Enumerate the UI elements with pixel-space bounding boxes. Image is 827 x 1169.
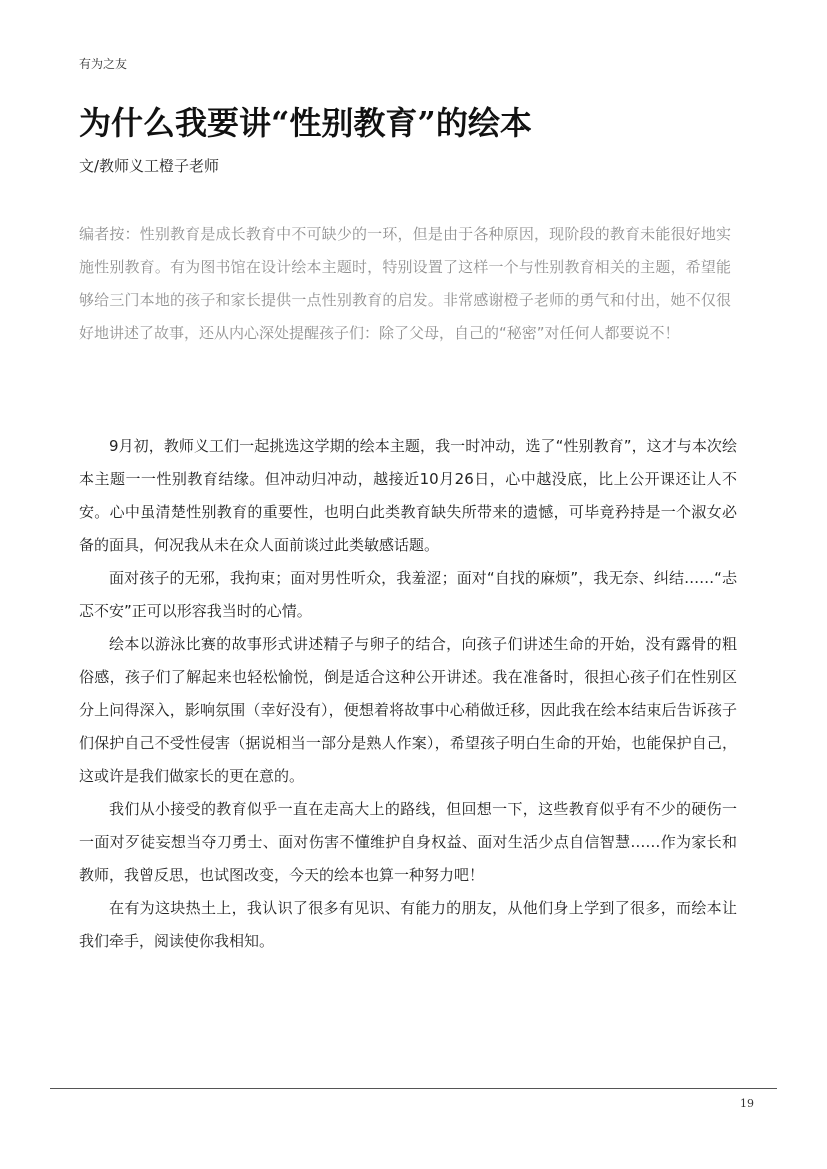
publication-header: 有为之友: [79, 57, 128, 71]
footer-divider: [50, 1088, 777, 1089]
article-title: 为什么我要讲“性别教育”的绘本: [79, 104, 532, 142]
page-number: 19: [740, 1097, 754, 1110]
body-paragraph: 9月初，教师义工们一起挑选这学期的绘本主题，我一时冲动，选了“性别教育”，这才与本次绘本主题一一性别教育结缘。但冲动归冲动，越接近10月26日，心中越没底，比上公开课还让人不安。心中虽清楚性别教育的重要性，也明白此类教育缺失所带来的遗憾，可毕竟矜持是一个淑女必备的面具，何况我从未在众人面前谈过此类敏感话题。: [79, 437, 737, 554]
body-paragraph: 我们从小接受的教育似乎一直在走高大上的路线，但回想一下，这些教育似乎有不少的硬伤一一面对歹徒妄想当夺刀勇士、面对伤害不懂维护自身权益、面对生活少点自信智慧……作为家长和教师，我曾反思，也试图改变，今天的绘本也算一种努力吧！: [79, 800, 737, 884]
article-body: [79, 430, 737, 958]
article-byline: 文/教师义工橙子老师: [79, 157, 220, 175]
body-paragraph: 在有为这块热土上，我认识了很多有见识、有能力的朋友，从他们身上学到了很多，而绘本让我们牵手，阅读使你我相知。: [79, 899, 737, 950]
body-paragraph: 绘本以游泳比赛的故事形式讲述精子与卵子的结合，向孩子们讲述生命的开始，没有露骨的粗俗感，孩子们了解起来也轻松愉悦，倒是适合这种公开讲述。我在准备时，很担心孩子们在性别区分上问得深入，影响氛围（幸好没有），便想着将故事中心稍做迁移，因此我在绘本结束后告诉孩子们保护自己不受性侵害（据说相当一部分是熟人作案），希望孩子明白生命的开始，也能保护自己，这或许是我们做家长的更在意的。: [79, 635, 737, 785]
editor-note: 编者按：性别教育是成长教育中不可缺少的一环，但是由于各种原因，现阶段的教育未能很好地实施性别教育。有为图书馆在设计绘本主题时，特别设置了这样一个与性别教育相关的主题，希望能够给三门本地的孩子和家长提供一点性别教育的启发。非常感谢橙子老师的勇气和付出，她不仅很好地讲述了故事，还从内心深处提醒孩子们：除了父母，自己的“秘密”对任何人都要说不！: [79, 225, 731, 342]
body-paragraph: 面对孩子的无邪，我拘束；面对男性听众，我羞涩；面对“自找的麻烦”，我无奈、纠结……“忐忑不安”正可以形容我当时的心情。: [79, 569, 737, 620]
